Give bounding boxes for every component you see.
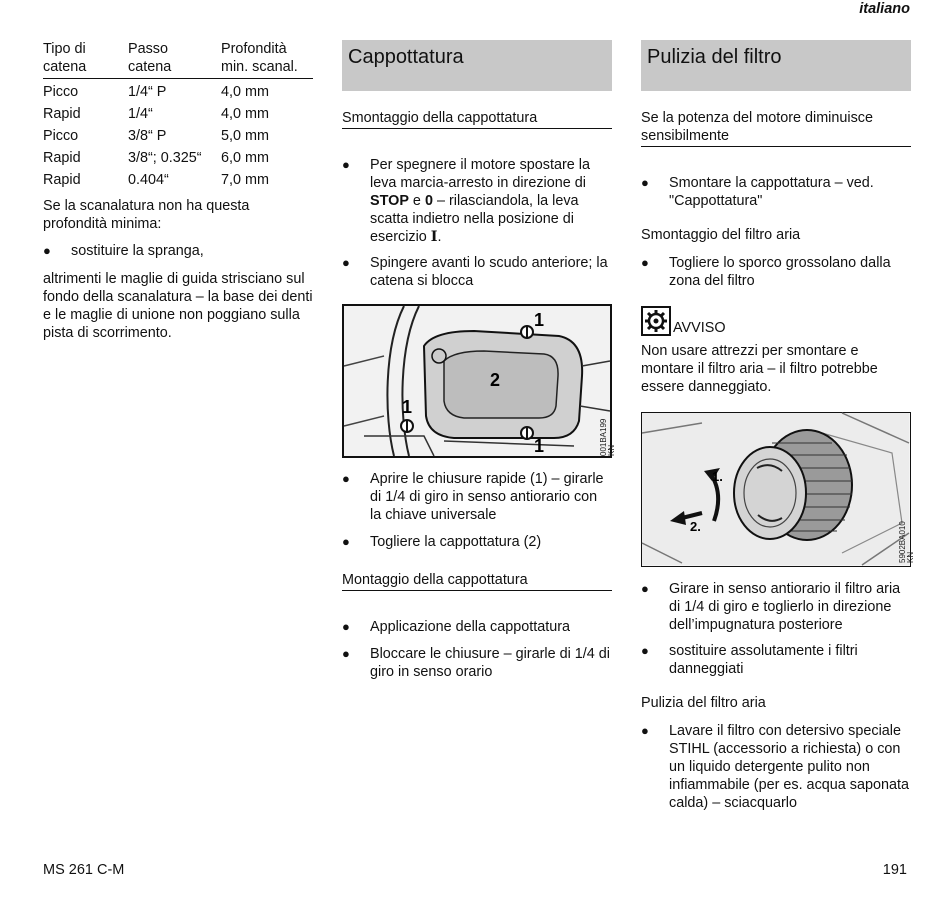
page-number: 191 <box>882 862 907 878</box>
bullet-item: ● Bloccare le chiusure – girarle di 1/4 di giro in senso orario <box>342 646 610 680</box>
section-heading: Cappottatura <box>342 40 612 91</box>
fig-label-2: 2 <box>490 370 501 390</box>
fig-label-1-bottom: 1 <box>534 436 545 456</box>
fig-label-1-top: 1 <box>534 310 545 330</box>
subheading-plain: Pulizia del filtro aria <box>641 695 766 711</box>
bullet-item: ● Smontare la cappottatura – ved. "Cappottatura" <box>641 175 874 209</box>
bullet-item: ● Togliere la cappottatura (2) <box>342 534 542 550</box>
right-column <box>641 40 911 396</box>
middle-column <box>342 40 612 290</box>
figure-code: 5902BA010 KN <box>898 521 915 563</box>
subheading: Se la potenza del motore diminuisce sensibilmente <box>641 109 911 147</box>
bullet-item: ● sostituire la spranga, <box>43 243 204 259</box>
right-column-lower <box>641 580 911 812</box>
shroud-figure <box>342 304 616 458</box>
paragraph: altrimenti le maglie di guida strisciano sul fondo della scanalatura – la base dei denti e le maglie di unione non poggiano sulla pista di scorrimento. <box>43 271 313 341</box>
left-column <box>43 40 313 342</box>
bullet-item: ● Per spegnere il motore spostare la leva marcia-arresto in direzione di STOP e 0 – rilasciandola, la leva scatta indietro nella posizione di esercizio I. <box>342 157 590 245</box>
table-header-cell: Profondità min. scanal. <box>221 40 313 79</box>
bullet-item: ● Applicazione della cappottatura <box>342 619 571 635</box>
footer-model: MS 261 C-M <box>43 862 125 878</box>
air-filter-illustration <box>642 413 909 565</box>
bullet-item: ● Girare in senso antiorario il filtro aria di 1/4 di giro e toglierlo in direzione dell’impugnatura posteriore <box>641 581 901 633</box>
paragraph: Se la scanalatura non ha questa profondità minima: <box>43 198 250 232</box>
table-row: Picco 1/4“ P 4,0 mm <box>43 84 269 100</box>
shroud-illustration <box>344 306 610 456</box>
subheading-plain: Smontaggio del filtro aria <box>641 227 801 243</box>
subheading: Montaggio della cappottatura <box>342 571 612 591</box>
figure-code: 001BA199 KN <box>599 418 616 456</box>
notice-label: AVVISO <box>673 320 726 336</box>
notice-text: Non usare attrezzi per smontare e montare il filtro aria – il filtro potrebbe essere danneggiato. <box>641 343 878 395</box>
table-row: Picco 3/8“ P 5,0 mm <box>43 128 269 144</box>
language-label: italiano <box>859 1 910 17</box>
gear-warning-icon <box>641 306 671 336</box>
bullet-item: ● Spingere avanti lo scudo anteriore; la catena si blocca <box>342 255 608 289</box>
table-row: Rapid 0.404“ 7,0 mm <box>43 172 269 188</box>
table-row: Rapid 3/8“; 0.325“ 6,0 mm <box>43 150 269 166</box>
table-header-row <box>43 40 313 79</box>
chain-spec-table <box>43 40 313 189</box>
table-header-cell: Tipo di catena <box>43 40 128 79</box>
subheading: Smontaggio della cappottatura <box>342 109 612 129</box>
bullet-item: ● sostituire assolutamente i filtri danneggiati <box>641 643 858 677</box>
stop-symbol: 0 <box>424 193 433 209</box>
bullet-item: ● Lavare il filtro con detersivo speciale STIHL (accessorio a richiesta) o con un liquido detergente pulito non infiammabile (per es. acqua saponata calda) – sciacquarlo <box>641 723 909 811</box>
run-symbol: I <box>430 228 438 245</box>
fig-label-1-left: 1 <box>402 397 413 417</box>
notice-header <box>641 302 911 336</box>
bullet-item: ● Aprire le chiusure rapide (1) – girarle di 1/4 di giro in senso antiorario con la chiave universale <box>342 471 604 523</box>
air-filter-figure <box>641 412 915 567</box>
bullet-item: ● Togliere lo sporco grossolano dalla zona del filtro <box>641 255 891 289</box>
section-heading: Pulizia del filtro <box>641 40 911 91</box>
table-row: Rapid 1/4“ 4,0 mm <box>43 106 269 122</box>
table-header-cell: Passo catena <box>128 40 221 79</box>
fig-step-2: 2. <box>690 519 701 534</box>
fig-step-1: 1. <box>712 469 723 484</box>
middle-column-lower <box>342 470 612 681</box>
